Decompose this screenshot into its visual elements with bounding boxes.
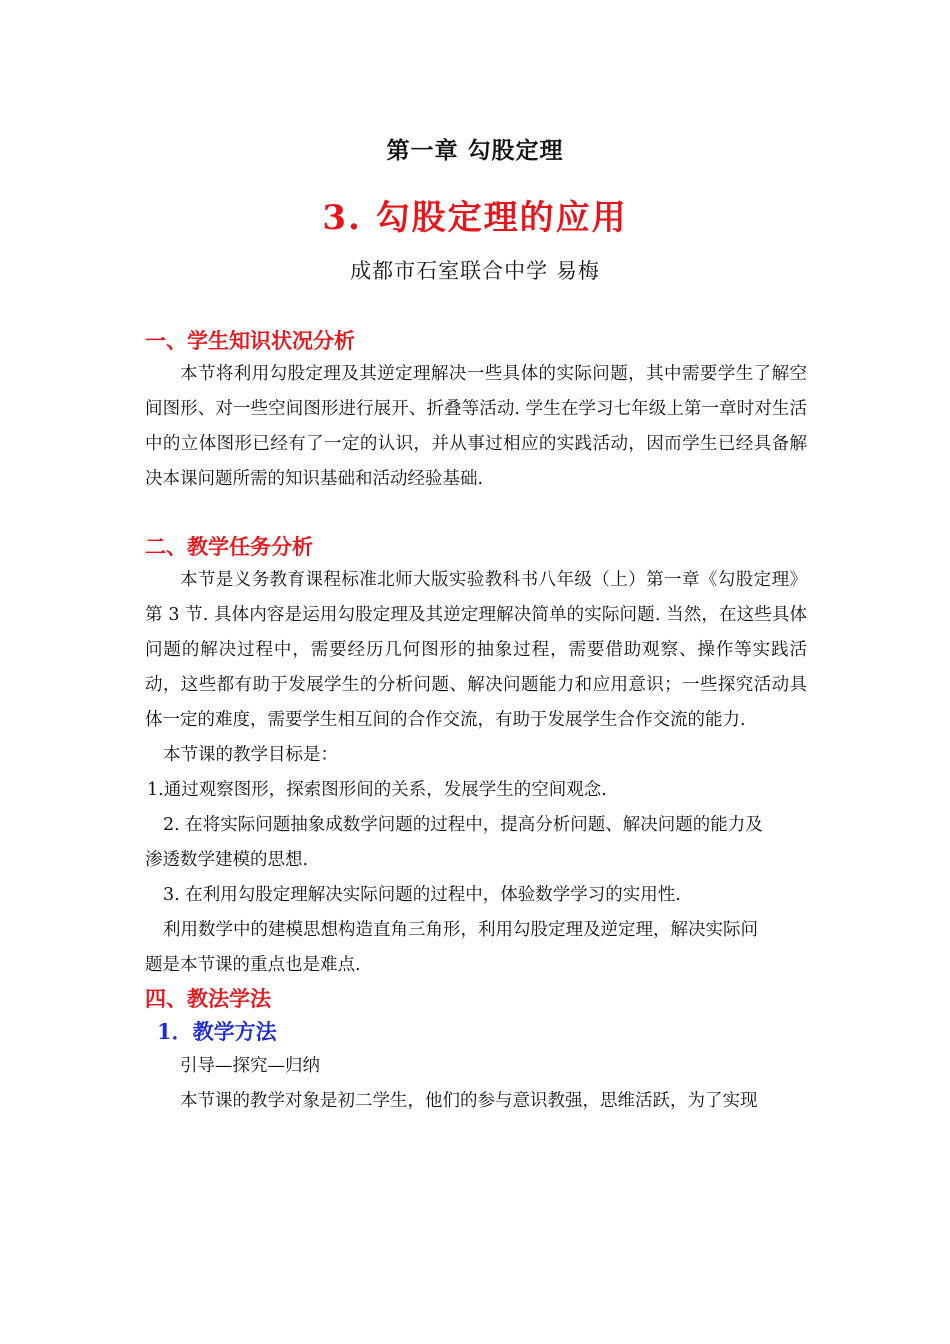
focus-line-1: 利用数学中的建模思想构造直角三角形，利用勾股定理及逆定理，解决实际问 <box>163 920 758 940</box>
section2-heading: 二、教学任务分析 <box>145 534 313 559</box>
section4-heading: 四、教法学法 <box>145 986 271 1011</box>
document-body <box>145 325 807 1119</box>
goal-2-line-2: 渗透数学建模的思想. <box>145 850 309 870</box>
author-line: 成都市石室联合中学 易梅 <box>350 259 600 283</box>
section1-heading: 一、学生知识状况分析 <box>145 328 355 353</box>
section2-paragraph: 本节是义务教育课程标准北师大版实验教科书八年级（上）第一章《勾股定理》第 3 节. 具体内容是运用勾股定理及其逆定理解决简单的实际问题. 当然，在这些具体问题的解决过程中，需要经历几何图形的抽象过程，需要借助观察、操作等实践活动，这些都有助于发展学生的分析问题、解决问题能力和应用意识；一些探究活动具体一定的难度，需要学生相互间的合作交流，有助于发展学生合作交流的能力. <box>145 570 807 730</box>
goal-2-line-1: 2. 在将实际问题抽象成数学问题的过程中，提高分析问题、解决问题的能力及 <box>163 815 763 835</box>
chapter-title: 第一章 勾股定理 <box>386 137 564 164</box>
section1-paragraph: 本节将利用勾股定理及其逆定理解决一些具体的实际问题，其中需要学生了解空间图形、对一些空间图形进行展开、折叠等活动. 学生在学习七年级上第一章时对生活中的立体图形已经有了一定的认识，并从事过相应的实践活动，因而学生已经具备解决本课问题所需的知识基础和活动经验基础. <box>145 364 807 489</box>
goals-intro: 本节课的教学目标是： <box>163 745 338 765</box>
goal-1: 1.通过观察图形，探索图形间的关系，发展学生的空间观念. <box>147 780 607 800</box>
goal-3: 3. 在利用勾股定理解决实际问题的过程中，体验数学学习的实用性. <box>163 885 681 905</box>
focus-line-2: 题是本节课的重点也是难点. <box>145 955 361 975</box>
lesson-title: 3. 勾股定理的应用 <box>322 198 628 238</box>
teaching-method-heading: 1．教学方法 <box>157 1019 277 1044</box>
section4-paragraph: 本节课的教学对象是初二学生，他们的参与意识教强，思维活跃，为了实现 <box>180 1091 758 1111</box>
spacer <box>145 497 807 531</box>
teaching-method: 引导—探究—归纳 <box>180 1056 320 1076</box>
